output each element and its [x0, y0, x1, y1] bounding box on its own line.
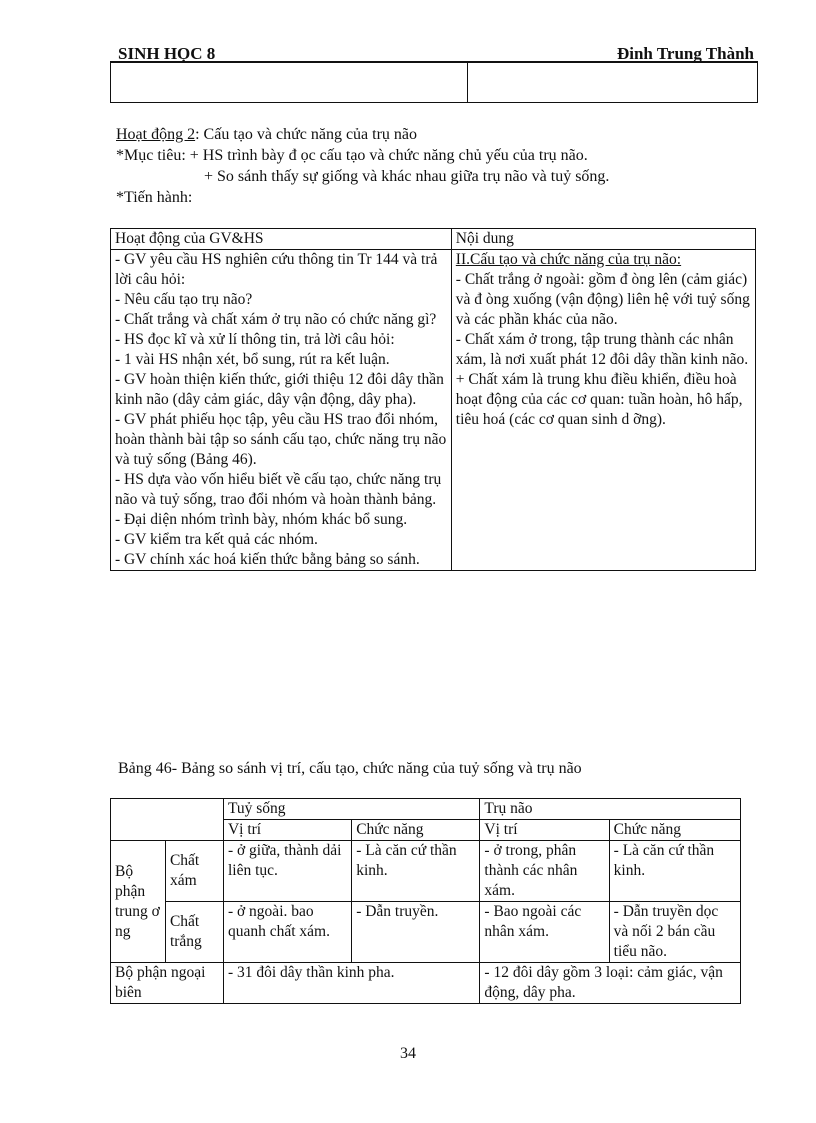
- activity-item: - HS dựa vào vốn hiểu biết về cấu tạo, chức năng trụ não và tuỷ sống, trao đổi nhóm và hoàn thành bảng.: [115, 471, 442, 508]
- activity-title: [116, 124, 609, 145]
- page-number: 34: [400, 1045, 416, 1062]
- content-item: - Chất xám ở trong, tập trung thành các nhân xám, là nơi xuất phát 12 đôi dây thần kinh não.: [455, 331, 749, 368]
- activity-item: - GV yêu cầu HS nghiên cứu thông tin Tr 144 và trả lời câu hỏi:: [115, 251, 438, 288]
- gray-matter-row: [111, 841, 741, 902]
- activity-section: [116, 124, 609, 208]
- header-subject: SINH HỌC 8: [118, 44, 216, 63]
- header-activities: Hoạt động của GV&HS: [111, 229, 452, 250]
- objective-2: + So sánh thấy sự giống và khác nhau giữa trụ não và tuỷ sống.: [204, 168, 610, 185]
- gray-spinal-position: - ở giữa, thành dải liên tục.: [223, 841, 351, 902]
- group-spinal-cord: Tuỷ sống: [223, 799, 479, 820]
- group-brainstem: Trụ não: [480, 799, 741, 820]
- objective-1: *Mục tiêu: + HS trình bày đ ọc cấu tạo và chức năng chủ yếu của trụ não.: [116, 147, 588, 164]
- content-cell: [451, 250, 755, 571]
- peripheral-brain: - 12 đôi dây gồm 3 loại: cảm giác, vận động, dây pha.: [480, 963, 741, 1004]
- comparison-table: [110, 798, 741, 1004]
- peripheral-part-label: Bộ phận ngoại biên: [111, 963, 224, 1004]
- activity-title-rest: : Cấu tạo và chức năng của trụ não: [195, 126, 418, 143]
- col-brain-function: Chức năng: [609, 820, 740, 841]
- activity-item: - 1 vài HS nhận xét, bổ sung, rút ra kết luận.: [115, 351, 390, 368]
- white-matter-row: [111, 902, 741, 963]
- col-spinal-position: Vị trí: [223, 820, 351, 841]
- table-divider: [467, 63, 468, 102]
- peripheral-row: [111, 963, 741, 1004]
- previous-table-fragment: [110, 63, 758, 103]
- gray-matter-label: Chất xám: [165, 841, 223, 902]
- table-body-row: [111, 250, 756, 571]
- activity-item: - GV chính xác hoá kiến thức bằng bảng so sánh.: [115, 551, 420, 568]
- table-caption: Bảng 46- Bảng so sánh vị trí, cấu tạo, chức năng của tuỷ sống và trụ não: [118, 760, 582, 777]
- content-item: + Chất xám là trung khu điều khiển, điều hoà hoạt động của các cơ quan: tuần hoàn, hô hấp, tiêu hoá (các cơ quan sinh d ỡng).: [455, 371, 743, 428]
- header-author: Đinh Trung Thành: [616, 44, 754, 63]
- procedure-label: *Tiến hành:: [116, 189, 193, 206]
- white-spinal-function: - Dẫn truyền.: [352, 902, 480, 963]
- activity-item: - HS đọc kĩ và xử lí thông tin, trả lời câu hỏi:: [115, 331, 395, 348]
- header-content: Nội dung: [451, 229, 755, 250]
- activity-item: - GV phát phiếu học tập, yêu cầu HS trao đổi nhóm, hoàn thành bài tập so sánh cấu tạo, chức năng trụ não và tuỷ sống (Bảng 46).: [115, 411, 447, 468]
- content-title: II.Cấu tạo và chức năng của trụ não:: [455, 251, 682, 268]
- col-spinal-function: Chức năng: [352, 820, 480, 841]
- white-matter-label: Chất trắng: [165, 902, 223, 963]
- central-part-label: Bộ phận trung ơ ng: [111, 841, 166, 963]
- white-brain-function: - Dẫn truyền dọc và nối 2 bán cầu tiểu não.: [609, 902, 740, 963]
- activity-item: - Nêu cấu tạo trụ não?: [115, 291, 253, 308]
- activity-item: - GV hoàn thiện kiến thức, giới thiệu 12 đôi dây thần kinh não (dây cảm giác, dây vận động, dây pha).: [115, 371, 444, 408]
- corner-cell: [111, 799, 224, 841]
- group-header-row: [111, 799, 741, 820]
- activity-item: - GV kiểm tra kết quả các nhóm.: [115, 531, 318, 548]
- white-brain-position: - Bao ngoài các nhân xám.: [480, 902, 609, 963]
- content-item: - Chất trắng ở ngoài: gồm đ òng lên (cảm giác) và đ òng xuống (vận động) liên hệ với tuỷ sống và các phần khác của não.: [455, 271, 750, 328]
- activity-table: [110, 228, 756, 571]
- activity-item: - Chất trắng và chất xám ở trụ não có chức năng gì?: [115, 311, 437, 328]
- col-brain-position: Vị trí: [480, 820, 609, 841]
- gray-spinal-function: - Là căn cứ thần kinh.: [352, 841, 480, 902]
- gray-brain-position: - ở trong, phân thành các nhân xám.: [480, 841, 609, 902]
- gray-brain-function: - Là căn cứ thần kinh.: [609, 841, 740, 902]
- activities-cell: [111, 250, 452, 571]
- activity-title-label: Hoạt động 2: [116, 126, 196, 143]
- table-header-row: [111, 229, 756, 250]
- activity-item: - Đại diện nhóm trình bày, nhóm khác bổ sung.: [115, 511, 408, 528]
- peripheral-spinal: - 31 đôi dây thần kinh pha.: [223, 963, 479, 1004]
- white-spinal-position: - ở ngoài. bao quanh chất xám.: [223, 902, 351, 963]
